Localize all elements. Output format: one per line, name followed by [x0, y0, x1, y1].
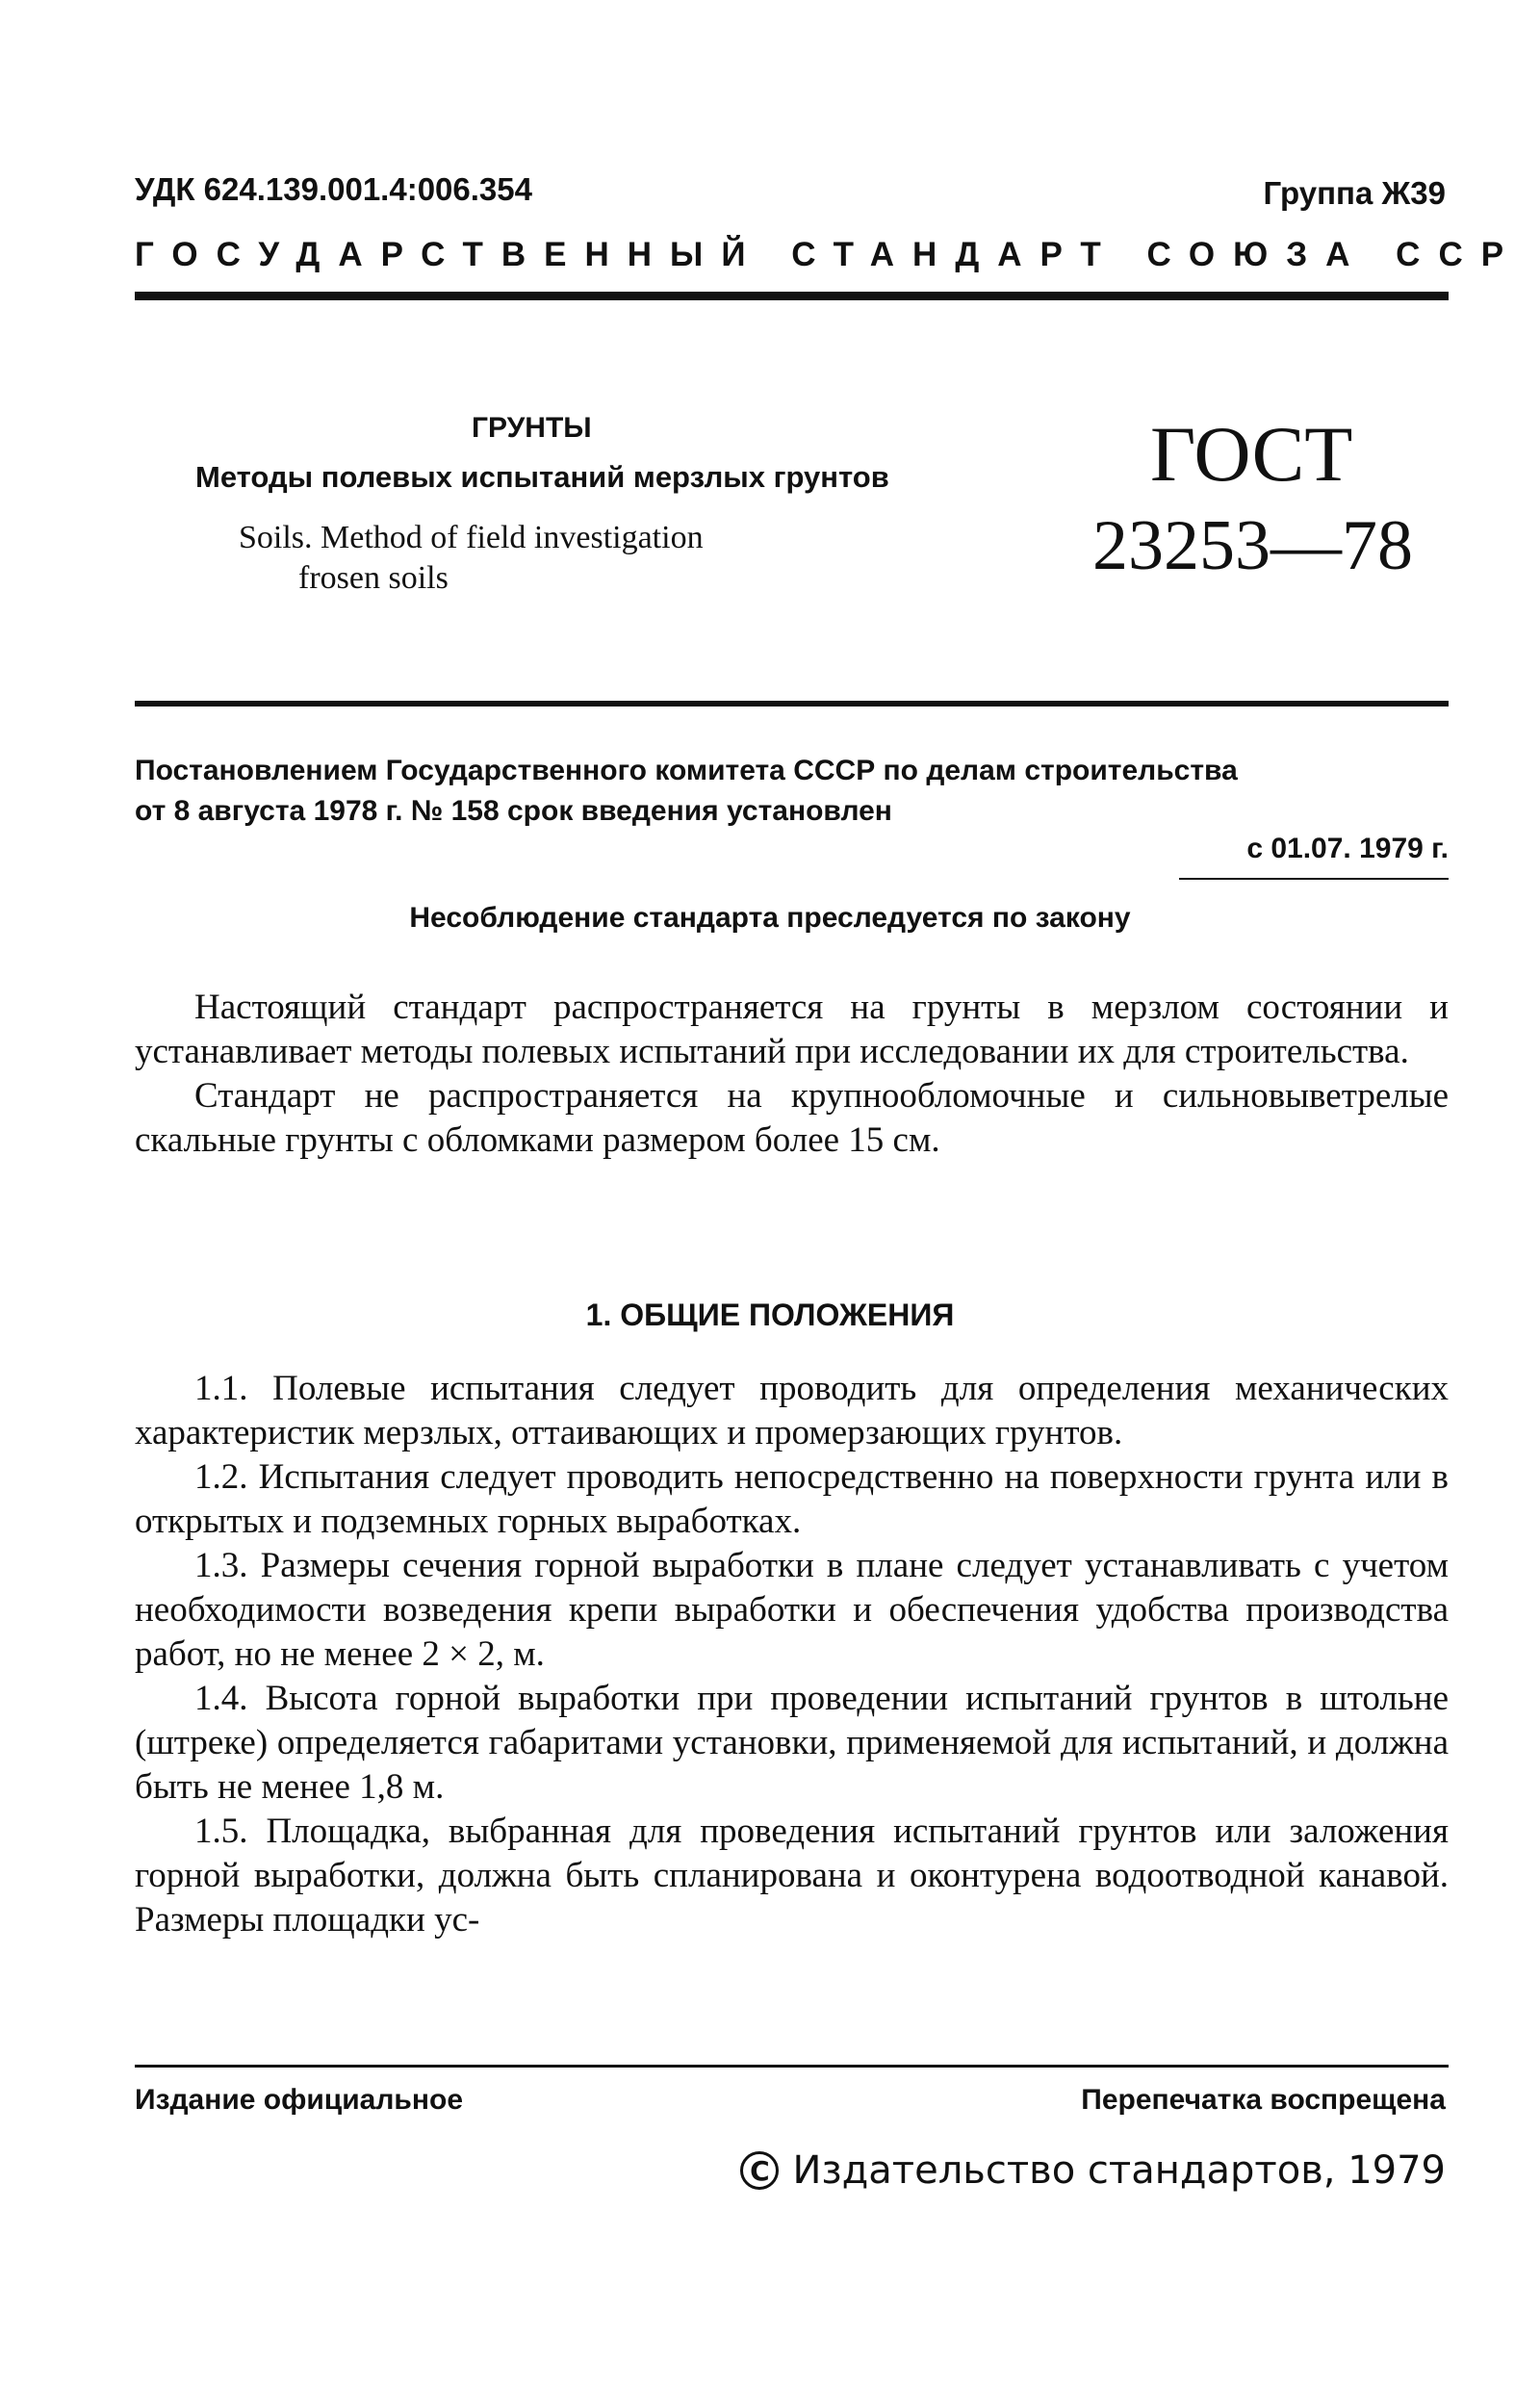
gost-number: 23253—78 [1092, 506, 1413, 585]
udk-code: УДК 624.139.001.4:006.354 [135, 171, 532, 207]
copyright-icon: C [740, 2151, 779, 2190]
introduction-date: с 01.07. 1979 г. [1246, 833, 1449, 864]
section-1-title: 1. ОБЩИЕ ПОЛОЖЕНИЯ [585, 1298, 955, 1332]
methods-title-ru: Методы полевых испытаний мерзлых грунтов [195, 460, 889, 494]
official-edition: Издание официальное [135, 2084, 464, 2116]
clause-1-5: 1.5. Площадка, выбранная для проведения испытаний грунтов или заложения горной выработки, должна быть спланирована и оконтурена водоотводной канавой. Размеры площадки ус- [135, 1812, 1449, 1940]
clause-1-1: 1.1. Полевые испытания следует проводить для определения механических характеристик мерзлых, оттаивающих и промерзающих грунтов. [135, 1369, 1449, 1452]
header-rule [135, 292, 1449, 300]
gost-label: ГОСТ [1150, 410, 1353, 498]
decree-line-1: Постановлением Государственного комитета СССР по делам строительства [135, 755, 1238, 786]
clause-1-3: 1.3. Размеры сечения горной выработки в плане следует устанавливать с учетом необходимости возведения крепи выработки и обеспечения удобства производства работ, но не менее 2 × 2, м. [135, 1546, 1449, 1674]
intro-paragraph-1: Настоящий стандарт распространяется на грунты в мерзлом состоянии и устанавливает методы полевых испытаний при исследовании их для строительства. [135, 988, 1449, 1071]
title-en-line2: frosen soils [298, 560, 449, 596]
footer-rule [135, 2065, 1449, 2068]
clause-1-4: 1.4. Высота горной выработки при проведении испытаний грунтов в штольне (штреке) определяется габаритами установки, применяемой для испытаний, и должна быть не менее 1,8 м. [135, 1679, 1449, 1807]
state-standard-title: ГОСУДАРСТВЕННЫЙ СТАНДАРТ СОЮЗА ССР [135, 236, 1523, 273]
legal-notice: Несоблюдение стандарта преследуется по закону [409, 902, 1131, 934]
publisher-line [740, 2148, 1446, 2193]
date-underline [1179, 878, 1449, 880]
title-en-line1: Soils. Method of field investigation [239, 520, 704, 555]
decree-block [135, 751, 1449, 832]
clause-1-2: 1.2. Испытания следует проводить непосредственно на поверхности грунта или в открытых и подземных горных выработках. [135, 1457, 1449, 1541]
section-1-text [135, 1367, 1449, 1942]
intro-paragraph-2: Стандарт не распространяется на крупнообломочные и сильновыветрелые скальные грунты с обломками размером более 15 см. [135, 1076, 1449, 1160]
intro-text [135, 986, 1449, 1163]
subject-title: ГРУНТЫ [472, 412, 592, 444]
title-rule [135, 701, 1449, 707]
group-code: Группа Ж39 [1263, 175, 1446, 211]
decree-line-2: от 8 августа 1978 г. № 158 срок введения установлен [135, 795, 892, 827]
reprint-notice: Перепечатка воспрещена [1081, 2084, 1446, 2116]
publisher-name: Издательство стандартов, 1979 [792, 2148, 1446, 2193]
title-en [239, 518, 970, 599]
